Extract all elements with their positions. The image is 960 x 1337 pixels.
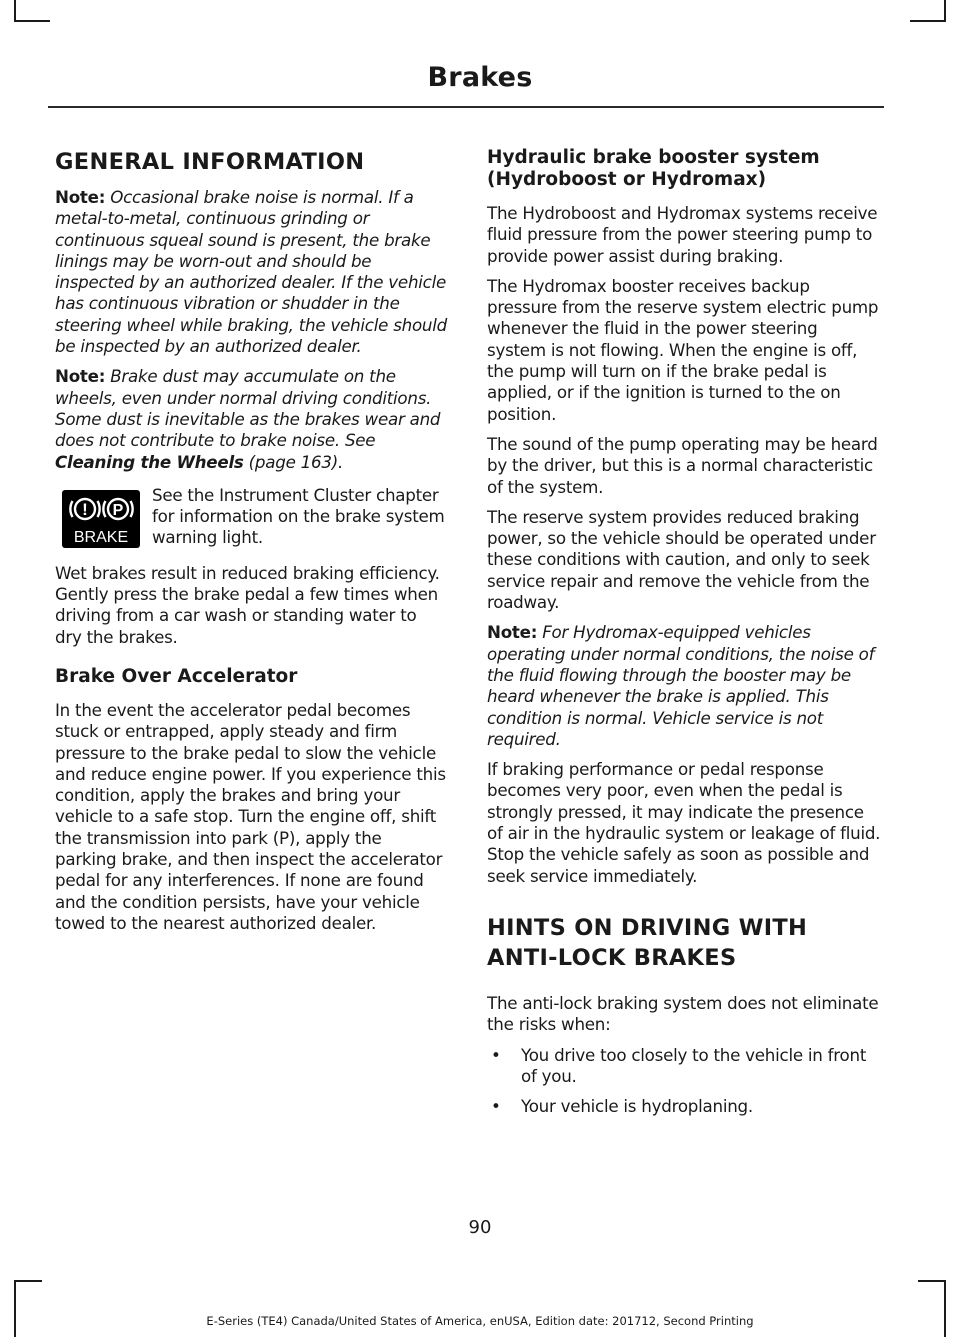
list-item-text: You drive too closely to the vehicle in front of you. [521,1044,867,1086]
subheading-brake-over-accelerator: Brake Over Accelerator [55,665,298,687]
note-brake-noise [55,187,447,357]
subheading-hydraulic-booster: Hydraulic brake booster system (Hydroboost or Hydromax) [487,147,820,190]
crop-mark [944,0,946,22]
paragraph-abs-risks: The anti-lock braking system does not eliminate the risks when: [487,992,879,1035]
paragraph-brake-over-accelerator: In the event the accelerator pedal becomes stuck or entrapped, apply steady and firm pressure to the brake pedal to slow the vehicle and reduce engine power. If you experience this condition, apply the brakes and bring your vehicle to a safe stop. Turn the engine off, shift the transmission into park (P), apply the parking brake, and then inspect the accelerator pedal for any interferences. If none are found and the condition persists, have your vehicle towed to the nearest authorized dealer. [55,699,446,933]
crop-mark [14,0,16,22]
note-label: Note: [55,187,106,207]
bullet: • [491,1044,501,1065]
crop-mark [918,1280,946,1282]
icon-symbol: ! [82,499,88,519]
brake-warning-callout [55,485,447,549]
note-text: Occasional brake noise is normal. If a metal-to-metal, continuous grinding or continuous squeal sound is present, the brake linings may be worn-out and should be inspected by an authorized dealer. If the vehicle has continuous vibration or shudder in the steering wheel while braking, the vehicle should be inspected by an authorized dealer. [55,187,447,357]
page-title: Brakes [427,62,533,93]
bullet: • [491,1096,501,1117]
callout-text: See the Instrument Cluster chapter for information on the brake system warning light. [152,484,445,548]
note-text: (page 163). [243,451,344,472]
list-item [487,1096,881,1117]
section-heading-hints-1: HINTS ON DRIVING WITH [487,914,808,941]
crop-mark [14,20,50,22]
right-column [487,147,881,1126]
note-hydromax-noise [487,622,881,750]
note-label: Note: [55,366,106,387]
crop-mark [910,20,946,22]
left-column [55,147,447,943]
page-number: 90 [468,1217,492,1238]
brake-warning-icon-graphic [62,490,140,548]
note-text: Brake dust may accumulate on the wheels, even under normal driving conditions. Some dust is inevitable as the brakes wear and does not contribute to brake noise. See [55,366,441,451]
paragraph-hydroboost: The Hydroboost and Hydromax systems receive fluid pressure from the power steering pump to provide power assist during braking. [487,203,878,266]
paragraph-wet-brakes: Wet brakes result in reduced braking efficiency. Gently press the brake pedal a few times when driving from a car wash or standing water to dry the brakes. [55,562,440,647]
paragraph-braking-performance: If braking performance or pedal response becomes very poor, even when the pedal is strongly pressed, it may indicate the presence of air in the hydraulic system or leakage of fluid. Stop the vehicle safely as soon as possible and seek service immediately. [487,759,881,886]
crop-mark [14,1280,42,1282]
crop-mark [14,1280,16,1337]
abs-risk-list [487,1045,881,1118]
icon-label: BRAKE [73,528,129,546]
header-divider [48,106,884,108]
cross-reference-link[interactable]: Cleaning the Wheels [55,451,244,472]
note-brake-dust [55,366,447,472]
note-label: Note: [487,622,538,643]
brake-warning-icon [62,490,140,548]
section-heading-general: GENERAL INFORMATION [55,149,365,175]
crop-mark [944,1280,946,1337]
paragraph-hydromax-backup: The Hydromax booster receives backup pressure from the reserve system electric pump whenever the fluid in the power steering system is not flowing. When the engine is off, the pump will turn on if the brake pedal is applied, or if the ignition is turned to the on position. [487,275,879,424]
icon-symbol: P [112,501,124,519]
note-text: For Hydromax-equipped vehicles operating under normal conditions, the noise of the fluid flowing through the booster may be heard whenever the brake is applied. This condition is normal. Vehicle service is not required. [487,622,875,749]
list-item-text: Your vehicle is hydroplaning. [521,1096,753,1117]
edition-footer: E-Series (TE4) Canada/United States of America, enUSA, Edition date: 201712, Second Printing [206,1314,754,1328]
paragraph-pump-sound: The sound of the pump operating may be heard by the driver, but this is a normal characteristic of the system. [487,433,878,497]
list-item [487,1045,881,1088]
section-heading-hints-2: ANTI-LOCK BRAKES [487,944,737,971]
paragraph-reserve-system: The reserve system provides reduced braking power, so the vehicle should be operated under these conditions with caution, and only to seek service repair and remove the vehicle from the roadway. [487,506,876,613]
